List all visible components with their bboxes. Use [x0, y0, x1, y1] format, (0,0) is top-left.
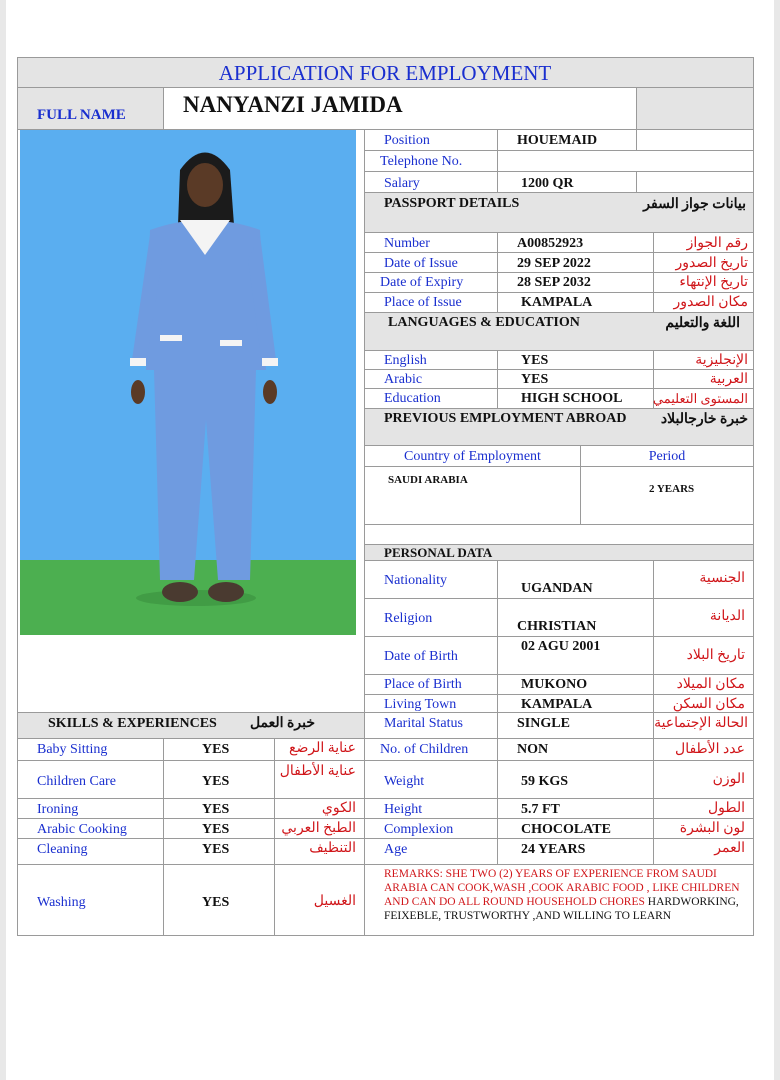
place-of-issue-label: Place of Issue: [384, 295, 462, 310]
english-label: English: [384, 353, 427, 368]
rule: [364, 636, 754, 637]
arabic-cooking-value: YES: [202, 822, 230, 837]
baby-sitting-arabic: عناية الرضع: [289, 741, 356, 756]
cleaning-label: Cleaning: [37, 842, 88, 857]
rule: [163, 87, 164, 129]
languages-header: LANGUAGES & EDUCATION: [388, 315, 580, 330]
washing-value: YES: [202, 895, 230, 910]
height-arabic: الطول: [707, 801, 745, 816]
rule: [364, 524, 754, 525]
ironing-value: YES: [202, 802, 230, 817]
children-care-label: Children Care: [37, 774, 116, 789]
complexion-value: CHOCOLATE: [521, 822, 611, 837]
children-care-value: YES: [202, 774, 230, 789]
period-value: 2 YEARS: [649, 483, 695, 495]
country-value: SAUDI ARABIA: [388, 474, 468, 486]
period-header: Period: [648, 449, 686, 464]
rule: [364, 466, 754, 467]
passport-header: PASSPORT DETAILS: [384, 196, 520, 211]
rule: [653, 232, 654, 312]
baby-sitting-value: YES: [202, 742, 230, 757]
ironing-label: Ironing: [37, 802, 79, 817]
rule: [653, 560, 654, 864]
rule: [364, 129, 365, 936]
languages-header-arabic: اللغة والتعليم: [665, 316, 740, 331]
applicant-photo: [20, 130, 356, 635]
english-value: YES: [521, 353, 549, 368]
full-name-label: FULL NAME: [37, 107, 126, 123]
pob-value: MUKONO: [521, 677, 588, 692]
salary-label: Salary: [384, 176, 420, 191]
education-value: HIGH SCHOOL: [521, 391, 623, 406]
children-value: NON: [517, 742, 549, 757]
expiry-date-arabic: تاريخ الإنتهاء: [679, 275, 748, 290]
skills-header: SKILLS & EXPERIENCES: [48, 716, 217, 731]
issue-date-label: Date of Issue: [384, 256, 458, 271]
rule: [17, 935, 754, 936]
children-label: No. of Children: [380, 742, 469, 757]
living-town-value: KAMPALA: [521, 697, 593, 712]
arabic-label: Arabic: [384, 372, 423, 387]
rule: [636, 129, 637, 150]
rule: [364, 694, 754, 695]
previous-header-arabic: خبرة خارجالبلاد: [660, 412, 748, 427]
place-of-issue-arabic: مكان الصدور: [673, 295, 748, 310]
washing-arabic: الغسيل: [313, 894, 356, 909]
rule: [364, 560, 754, 561]
pob-arabic: مكان الميلاد: [676, 677, 745, 692]
applicant-figure: [20, 130, 356, 635]
baby-sitting-label: Baby Sitting: [37, 742, 108, 757]
religion-arabic: الديانة: [709, 609, 745, 624]
rule: [364, 171, 754, 172]
cleaning-value: YES: [202, 842, 230, 857]
rule: [17, 864, 754, 865]
rule: [497, 350, 498, 408]
rule: [364, 388, 754, 389]
religion-label: Religion: [384, 611, 433, 626]
rule: [364, 192, 754, 193]
rule: [17, 738, 754, 739]
issue-date-arabic: تاريخ الصدور: [675, 256, 748, 271]
country-header: Country of Employment: [404, 449, 541, 464]
age-arabic: العمر: [714, 841, 745, 856]
living-town-label: Living Town: [384, 697, 457, 712]
pob-label: Place of Birth: [384, 677, 462, 692]
passport-header-arabic: بيانات جواز السفر: [643, 197, 746, 212]
living-town-arabic: مكان السكن: [672, 697, 745, 712]
rule: [364, 674, 754, 675]
position-label: Position: [384, 133, 430, 148]
rule: [364, 150, 754, 151]
weight-arabic: الوزن: [712, 772, 745, 787]
form-title: APPLICATION FOR EMPLOYMENT: [218, 61, 552, 85]
salary-value: 1200 QR: [521, 176, 574, 191]
rule: [17, 818, 754, 819]
arabic-arabic: العربية: [709, 372, 748, 387]
passport-number-label: Number: [384, 236, 430, 251]
rule: [364, 408, 754, 409]
ironing-arabic: الكوي: [321, 801, 356, 816]
rule: [17, 798, 754, 799]
rule: [364, 350, 754, 351]
religion-value: CHRISTIAN: [517, 619, 597, 634]
expiry-date-label: Date of Expiry: [380, 275, 464, 290]
rule: [364, 445, 754, 446]
washing-label: Washing: [37, 895, 86, 910]
arabic-value: YES: [521, 372, 549, 387]
left-edge: [0, 0, 6, 1080]
height-value: 5.7 FT: [521, 802, 560, 817]
english-arabic: الإنجليزية: [695, 353, 748, 368]
place-of-issue-value: KAMPALA: [521, 295, 593, 310]
rule: [274, 738, 275, 936]
marital-status-value: SINGLE: [517, 716, 570, 731]
rule: [17, 57, 18, 936]
full-name-value: NANYANZI JAMIDA: [183, 92, 403, 117]
complexion-label: Complexion: [384, 822, 454, 837]
dob-value: 02 AGU 2001: [521, 639, 601, 654]
rule: [364, 252, 754, 253]
skills-header-arabic: خبرة العمل: [249, 716, 315, 731]
marital-status-arabic: الحالة الإجتماعية: [654, 716, 748, 731]
rule: [364, 312, 754, 313]
expiry-date-value: 28 SEP 2032: [517, 275, 591, 290]
arabic-cooking-arabic: الطبخ العربي: [281, 821, 356, 836]
nationality-arabic: الجنسية: [699, 571, 745, 586]
rule: [17, 129, 754, 130]
passport-number-arabic: رقم الجواز: [686, 236, 748, 251]
dob-arabic: تاريخ البلاد: [686, 648, 745, 663]
rule: [364, 292, 754, 293]
rule: [163, 738, 164, 936]
passport-number-value: A00852923: [517, 236, 584, 251]
rule: [753, 57, 754, 936]
children-care-arabic: عناية الأطفال: [279, 764, 356, 779]
rule: [17, 57, 754, 58]
dob-label: Date of Birth: [384, 649, 458, 664]
cleaning-arabic: التنظيف: [309, 841, 356, 856]
nationality-label: Nationality: [384, 573, 447, 588]
right-edge: [774, 0, 780, 1080]
telephone-label: Telephone No.: [380, 154, 463, 169]
rule: [17, 87, 754, 88]
personal-header: PERSONAL DATA: [384, 545, 493, 560]
rule: [636, 171, 637, 192]
age-value: 24 YEARS: [521, 842, 586, 857]
nationality-value: UGANDAN: [521, 581, 593, 596]
education-label: Education: [384, 391, 441, 406]
remarks: [384, 867, 750, 923]
rule: [17, 838, 754, 839]
remarks-black-text: HARDWORKING, FEIXEBLE, TRUSTWORTHY ,AND WILLING TO LEARN: [384, 896, 739, 922]
rule: [497, 129, 498, 192]
arabic-cooking-label: Arabic Cooking: [37, 822, 127, 837]
position-value: HOUEMAID: [517, 133, 598, 148]
rule: [364, 272, 754, 273]
weight-value: 59 KGS: [521, 774, 569, 789]
children-arabic: عدد الأطفال: [675, 742, 745, 757]
rule: [364, 598, 754, 599]
rule: [364, 369, 754, 370]
previous-header: PREVIOUS EMPLOYMENT ABROAD: [384, 411, 627, 426]
rule: [364, 232, 754, 233]
rule: [497, 560, 498, 864]
rule: [497, 232, 498, 312]
complexion-arabic: لون البشرة: [679, 821, 745, 836]
rule: [17, 760, 754, 761]
rule: [636, 87, 637, 129]
weight-label: Weight: [384, 774, 425, 789]
education-arabic: المستوى التعليمي: [652, 391, 748, 406]
marital-status-label: Marital Status: [384, 716, 463, 731]
issue-date-value: 29 SEP 2022: [517, 256, 591, 271]
age-label: Age: [384, 842, 408, 857]
name-corner-band: [636, 87, 753, 129]
remarks-red-text: REMARKS: SHE TWO (2) YEARS OF EXPERIENCE FROM SAUDI ARABIA CAN COOK,WASH ,COOK ARABIC FOOD , LIKE CHILDREN AND CAN DO ALL ROUND HOUSEHOLD CHORES: [384, 868, 740, 908]
height-label: Height: [384, 802, 423, 817]
